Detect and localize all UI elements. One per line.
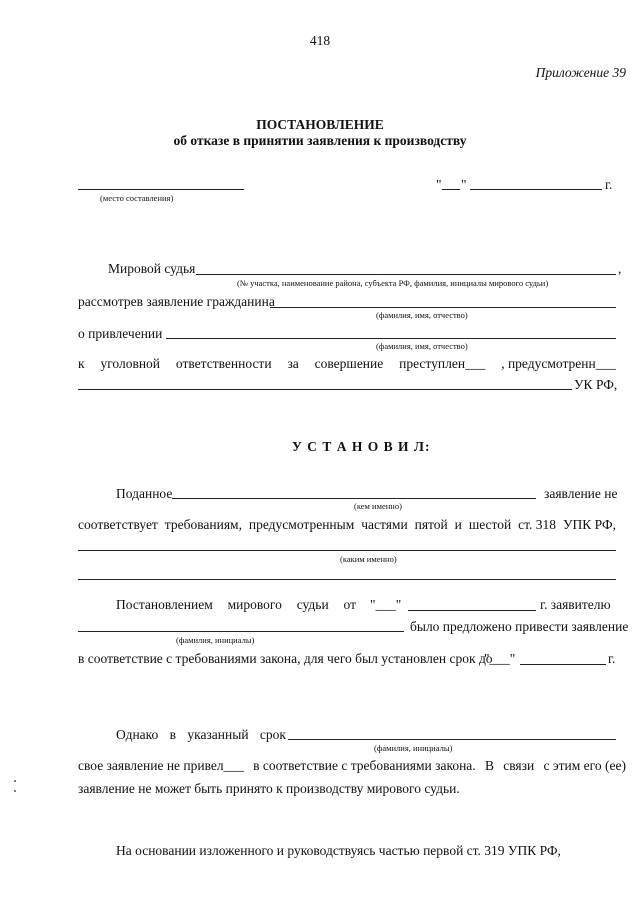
about-label: о привлечении [78, 326, 163, 341]
not-brought-phrase: связи [503, 758, 535, 773]
submitted-tail: заявление не [544, 486, 618, 501]
however-word: Однако [116, 727, 159, 742]
offered-text: было предложено привести заявление [410, 619, 629, 634]
date-quote-open: " [436, 177, 442, 192]
applicant-tail: г. заявителю [540, 597, 611, 612]
uk-rf-label: УК РФ, [574, 377, 618, 392]
judge-hint: (№ участка, наименование района, субъекта РФ, фамилия, инициалы мирового судьи) [237, 278, 549, 288]
submitted-line [172, 498, 536, 499]
applicant-line [78, 631, 404, 632]
deadline-date-line [520, 664, 606, 665]
date-year-suffix: г. [605, 177, 613, 192]
liability-word: преступлен___ [399, 356, 486, 371]
resolution-word: судьи [296, 597, 329, 612]
deadline-year-suffix: г. [608, 651, 616, 666]
which-line-2 [78, 579, 616, 580]
not-comply-line [78, 518, 616, 532]
scan-speck [14, 780, 16, 782]
established-heading: У С Т А Н О В И Л: [292, 439, 431, 454]
not-comply-word: и [454, 517, 462, 532]
not-comply-word: шестой [468, 517, 512, 532]
not-comply-word: требованиям, [164, 517, 242, 532]
liability-line [78, 357, 616, 371]
however-line-blank [288, 739, 616, 740]
fio-short-hint-2: (фамилия, инициалы) [374, 743, 453, 753]
deadline-date-day: "___" [484, 651, 516, 666]
place-line [78, 189, 244, 190]
resolution-word: мирового [227, 597, 282, 612]
resolution-date-day: "___" [370, 597, 402, 612]
not-comply-word: ст. 318 [518, 517, 557, 532]
resolution-line [116, 598, 356, 612]
document-title: ПОСТАНОВЛЕНИЕ [256, 117, 384, 132]
not-brought-phrase: с этим его (ее) [543, 758, 626, 773]
judge-comma: , [618, 261, 622, 276]
fio-hint: (фамилия, имя, отчество) [376, 310, 468, 320]
judge-line [196, 274, 616, 275]
resolution-word: Постановлением [116, 597, 213, 612]
not-brought-phrase: В [484, 758, 494, 773]
liability-word: , предусмотренн___ [501, 356, 616, 371]
considered-line [270, 307, 616, 308]
which-hint: (каким именно) [340, 554, 397, 564]
considered-label: рассмотрев заявление гражданина [78, 294, 275, 309]
scan-speck [14, 790, 16, 792]
submitted-label: Поданное [116, 486, 173, 501]
not-brought-phrase: в соответствие с требованиями закона. [253, 758, 476, 773]
by-whom-hint: (кем именно) [354, 501, 402, 511]
fio-short-hint: (фамилия, инициалы) [176, 635, 255, 645]
page-number: 418 [309, 33, 331, 48]
not-comply-word: предусмотренным [248, 517, 355, 532]
judge-label: Мировой судья [108, 261, 196, 276]
which-line [78, 550, 616, 551]
resolution-date-line [408, 610, 536, 611]
not-comply-word: соответствует [78, 517, 158, 532]
liability-word: к [78, 356, 85, 371]
not-comply-word: частями [361, 517, 408, 532]
not-comply-word: пятой [414, 517, 448, 532]
resolution-word: от [343, 597, 356, 612]
appendix-label: Приложение 39 [535, 65, 626, 80]
however-word: срок [259, 727, 286, 742]
place-hint: (место составления) [100, 193, 174, 203]
however-word: указанный [187, 727, 249, 742]
cannot-accept-text: заявление не может быть принято к производству мирового судьи. [78, 781, 460, 796]
about-hint: (фамилия, имя, отчество) [376, 341, 468, 351]
basis-text: На основании изложенного и руководствуясь частью первой ст. 319 УПК РФ, [116, 843, 561, 858]
document-subtitle: об отказе в принятии заявления к производству [173, 133, 467, 148]
however-line [116, 728, 286, 742]
date-quote-close: " [461, 177, 467, 192]
liability-word: ответственности [175, 356, 272, 371]
not-brought-phrase: свое заявление не привел___ [78, 758, 244, 773]
not-comply-word: УПК РФ, [562, 517, 616, 532]
article-line [78, 389, 572, 390]
about-line [166, 338, 616, 339]
compliance-text: в соответствие с требованиями закона, для чего был установлен срок до [78, 651, 493, 666]
liability-word: совершение [314, 356, 384, 371]
however-word: в [169, 727, 177, 742]
not-brought-line [78, 759, 626, 773]
liability-word: уголовной [100, 356, 161, 371]
liability-word: за [287, 356, 299, 371]
date-day-line [442, 189, 460, 190]
date-month-line [470, 189, 602, 190]
